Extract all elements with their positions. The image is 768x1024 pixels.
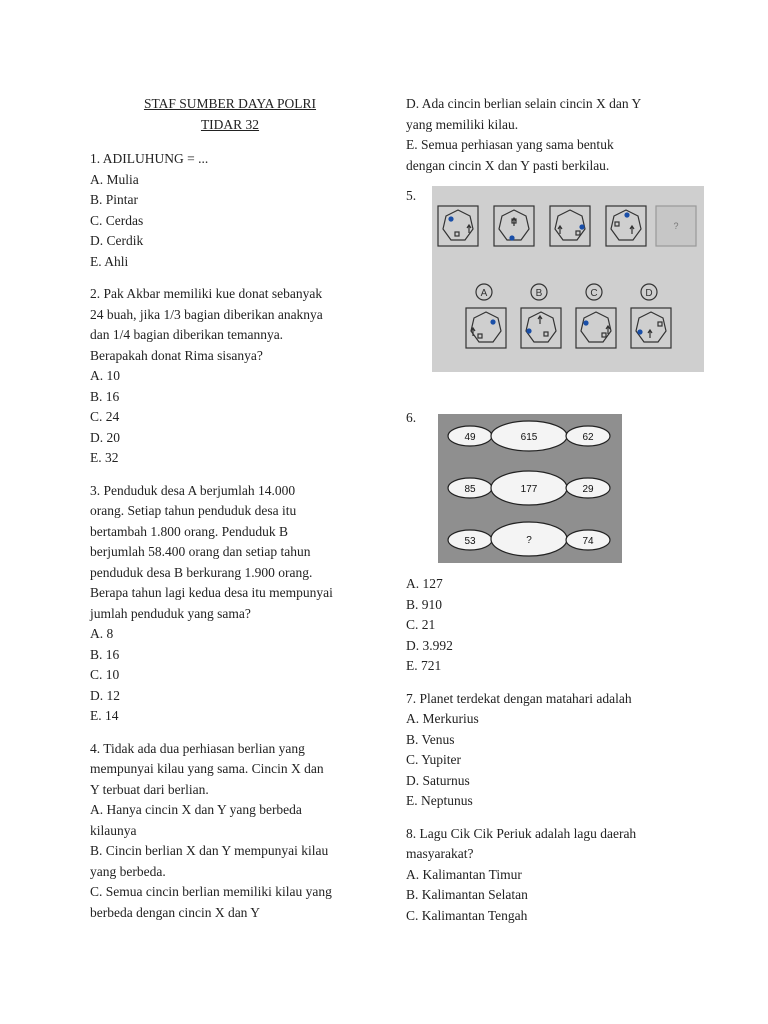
- square-mark: [658, 322, 662, 326]
- option: B. Venus: [406, 731, 455, 747]
- option: D. Cerdik: [90, 233, 144, 248]
- puzzle-number: 177: [520, 484, 538, 495]
- question-stem: dan 1/4 bagian diberikan temannya.: [90, 327, 284, 342]
- question-stem: jumlah penduduk yang sama?: [90, 605, 251, 621]
- square-mark: [455, 232, 459, 236]
- option: B. 16: [90, 646, 120, 662]
- option: C. Semua cincin berlian memiliki kilau yang: [90, 884, 332, 899]
- question-stem: 7. Planet terdekat dengan matahari adalah: [406, 690, 632, 706]
- dot-mark: [490, 319, 495, 324]
- question-7: [406, 689, 706, 812]
- option: E. 14: [90, 708, 119, 723]
- option: C. Cerdas: [90, 212, 144, 228]
- choice-label: D: [645, 288, 653, 299]
- option: C. 10: [90, 667, 120, 682]
- option: E. Semua perhiasan yang sama bentuk: [406, 137, 614, 152]
- question-3: [90, 481, 370, 727]
- puzzle-number: 29: [582, 484, 594, 495]
- question-stem: 2. Pak Akbar memiliki kue donat sebanyak: [90, 286, 323, 301]
- choice-label: A: [480, 288, 488, 299]
- question-6-number: 6.: [406, 410, 417, 425]
- square-mark: [615, 222, 619, 226]
- dot-mark: [637, 329, 642, 334]
- document-title: [90, 94, 370, 135]
- question-stem: 3. Penduduk desa A berjumlah 14.000: [90, 482, 296, 498]
- option: C. Kalimantan Tengah: [406, 907, 528, 923]
- option: berbeda dengan cincin X dan Y: [90, 904, 261, 920]
- question-stem: Berapa tahun lagi kedua desa itu mempunyai: [90, 585, 333, 600]
- question-stem: orang. Setiap tahun penduduk desa itu: [90, 503, 297, 518]
- option: A. 127: [406, 576, 443, 591]
- option: B. Kalimantan Selatan: [406, 887, 528, 902]
- option: A. 10: [90, 368, 120, 383]
- arrow-icon: [648, 330, 652, 338]
- option: A. Kalimantan Timur: [406, 866, 522, 882]
- option: A. Merkurius: [406, 711, 479, 726]
- question-stem: bertambah 1.800 orang. Penduduk B: [90, 523, 288, 539]
- puzzle-number: 85: [464, 484, 476, 495]
- question-stem: Berapakah donat Rima sisanya?: [90, 347, 263, 363]
- option: C. Yupiter: [406, 752, 461, 767]
- option: B. Pintar: [90, 192, 139, 207]
- title-line-2: TIDAR 32: [200, 116, 260, 132]
- choice-label: C: [590, 288, 598, 299]
- missing-mark: ?: [673, 221, 679, 231]
- option: B. 16: [90, 388, 120, 404]
- puzzle-number: 49: [464, 432, 476, 443]
- option: yang memiliki kilau.: [406, 116, 519, 132]
- option: A. Hanya cincin X dan Y yang berbeda: [90, 802, 302, 817]
- dot-mark: [526, 328, 531, 333]
- square-mark: [602, 333, 606, 337]
- question-5-figure: [432, 186, 704, 372]
- option: dengan cincin X dan Y pasti berkilau.: [406, 157, 610, 173]
- option: E. 32: [90, 450, 119, 465]
- question-stem: 8. Lagu Cik Cik Periuk adalah lagu daerah: [406, 825, 637, 841]
- heptagon-icon: [636, 312, 666, 342]
- question-4: [90, 739, 370, 924]
- question-stem: 1. ADILUHUNG = ...: [90, 151, 209, 166]
- question-2: [90, 284, 370, 469]
- option: E. 721: [406, 658, 442, 673]
- puzzle-missing: ?: [526, 535, 532, 546]
- question-1: [90, 149, 370, 272]
- option: yang berbeda.: [90, 863, 166, 879]
- arrow-icon: [558, 226, 562, 234]
- question-stem: Y terbuat dari berlian.: [90, 781, 209, 797]
- heptagon-sequence-diagram: [432, 186, 704, 372]
- question-stem: 24 buah, jika 1/3 bagian diberikan anaknya: [90, 306, 323, 322]
- option: D. 20: [90, 429, 120, 445]
- option: C. 24: [90, 409, 120, 424]
- question-stem: mempunyai kilau yang sama. Cincin X dan: [90, 761, 324, 776]
- dot-mark: [583, 320, 588, 325]
- option: B. Cincin berlian X dan Y mempunyai kilau: [90, 843, 329, 858]
- dot-mark: [448, 216, 453, 221]
- question-5-number: 5.: [406, 188, 417, 203]
- puzzle-number: 74: [582, 536, 594, 547]
- option: A. 8: [90, 626, 114, 641]
- square-mark: [544, 332, 548, 336]
- question-stem: berjumlah 58.400 orang dan setiap tahun: [90, 544, 311, 559]
- title-line-1: STAF SUMBER DAYA POLRI: [143, 96, 317, 111]
- puzzle-number: 53: [464, 536, 476, 547]
- option: C. 21: [406, 617, 436, 632]
- option: A. Mulia: [90, 171, 139, 187]
- option: kilaunya: [90, 822, 137, 838]
- heptagon-icon: [471, 312, 501, 342]
- option: D. 12: [90, 687, 120, 703]
- arrow-icon: [538, 316, 542, 324]
- question-8: [406, 824, 706, 927]
- puzzle-number: 615: [520, 432, 538, 443]
- arrow-icon: [630, 226, 634, 234]
- question-stem: 4. Tidak ada dua perhiasan berlian yang: [90, 740, 305, 756]
- option: D. Saturnus: [406, 772, 470, 788]
- question-stem: masyarakat?: [406, 846, 474, 861]
- square-mark: [576, 231, 580, 235]
- number-ellipse-puzzle: [438, 414, 622, 563]
- right-column-bottom: [406, 574, 706, 938]
- question-6-figure: [438, 414, 622, 563]
- right-column-top: [406, 94, 706, 176]
- option: E. Ahli: [90, 253, 129, 269]
- question-stem: penduduk desa B berkurang 1.900 orang.: [90, 564, 313, 580]
- choice-label: B: [535, 288, 543, 299]
- option: D. 3.992: [406, 637, 453, 653]
- puzzle-number: 62: [582, 432, 594, 443]
- left-column: [90, 94, 370, 935]
- question-6-options: [406, 574, 706, 677]
- dot-mark: [509, 235, 514, 240]
- option: B. 910: [406, 596, 443, 612]
- option: D. Ada cincin berlian selain cincin X dan Y: [406, 96, 642, 111]
- dot-mark: [579, 224, 584, 229]
- option: E. Neptunus: [406, 793, 473, 808]
- square-mark: [478, 334, 482, 338]
- dot-mark: [624, 212, 629, 217]
